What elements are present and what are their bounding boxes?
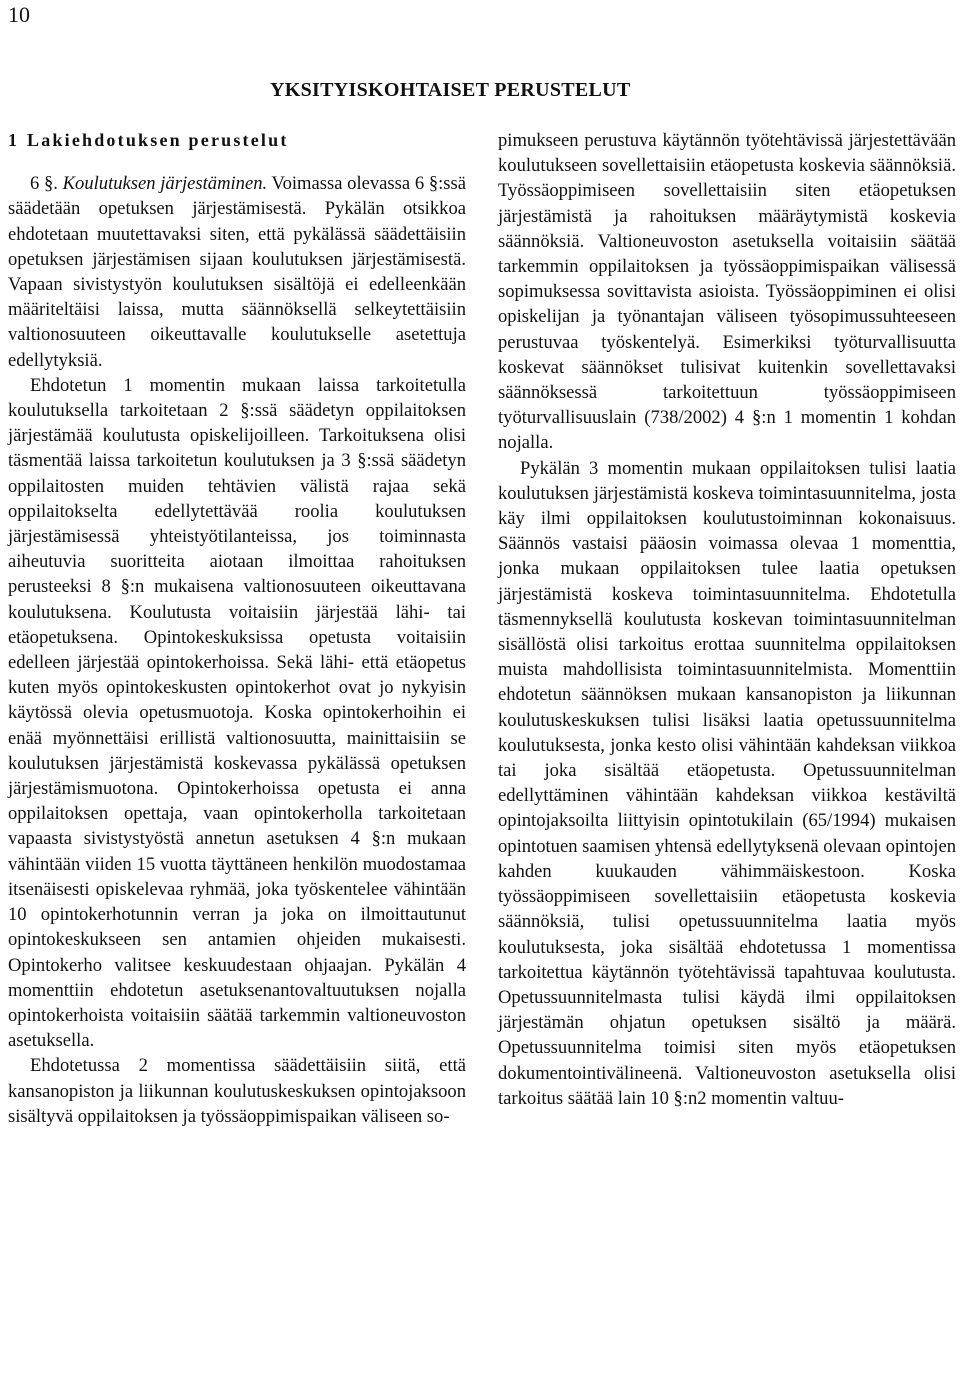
page-number: 10	[8, 2, 30, 27]
section-title-italic: Koulutuksen järjestäminen.	[62, 173, 268, 195]
section-title: YKSITYISKOHTAISET PERUSTELUT	[270, 79, 631, 101]
paragraph	[8, 171, 466, 373]
right-column	[498, 128, 956, 1111]
chapter-number: 1	[8, 130, 17, 150]
paragraph: Ehdotetun 1 momentin mukaan laissa tarkoitetulla koulutuksella tarkoitetaan 2 §:ssä säädetyn oppilaitoksen järjestämää koulutusta opiskelijoilleen. Tarkoituksena olisi täsmentää laissa tarkoitetun koulutuksen ja 3 §:ssä säädetyn oppilaitosten muiden tehtävien välistä rajaa sekä oppilaitokselta edellytettävää roolia koulutuksen järjestämisessä yhteistyötilanteissa, jos toiminnasta aiheutuvia suoritteita aiotaan ilmoittaa rahoituksen perusteeksi 8 §:n mukaisena valtionosuuteen oikeuttavana koulutuksena. Koulutusta voitaisiin järjestää lähi- tai etäopetuksena. Opintokeskuksissa opetusta voitaisiin edelleen järjestää opintokerhoissa. Sekä lähi- että etäopetus kuten myös opintokeskusten opintokerhot ovat jo nykyisin käytössä olevia opetusmuotoja. Koska opintokerhoihin ei enää myönnettäisi erillistä valtionosuutta, mainittaisiin se koulutuksen järjestämistä koskevassa pykälässä opetuksen järjestämismuotona. Opintokerhoissa opetusta ei anna oppilaitoksen opettaja, vaan opintokerholla tarkoitetaan vapaasta sivistystyöstä annetun asetuksen 4 §:n mukaan vähintään viiden 15 vuotta täyttäneen henkilön muodostamaa itsenäisesti opiskelevaa ryhmää, joka työskentelee vähintään 10 opintokerhotunnin verran ja joka on ilmoittautunut opintokeskukseen sen antamien ohjeiden mukaisesti. Opintokerho valitsee keskuudestaan ohjaajan. Pykälän 4 momenttiin ehdotetun asetuksenantovaltuutuksen nojalla opintokerhoista voitaisiin säätää tarkemmin valtioneuvoston asetuksella.	[8, 374, 466, 1052]
paragraph: pimukseen perustuva käytännön työtehtävissä järjestettävään koulutukseen sovellettaisiin etäopetusta koskevia säännöksiä. Työssäoppimiseen sovellettaisiin siten etäopetuksen järjestämistä ja rahoituksen määräytymistä koskevia säännöksiä. Valtioneuvoston asetuksella voitaisiin säätää tarkemmin oppilaitoksen ja työssäoppimispaikan välisessä sopimuksessa sovittavista asioista. Työssäoppiminen ei olisi opiskelijan ja työnantajan väliseen työsopimussuhteeseen perustuvaa työskentelyä. Esimerkiksi työturvallisuutta koskevat säännökset tulisivat kuitenkin sovellettavaksi säännöksessä tarkoitettuun työssäoppimiseen työturvallisuuslain (738/2002) 4 §:n 1 momentin 1 kohdan nojalla.	[498, 130, 956, 454]
paragraph: Ehdotetussa 2 momentissa säädettäisiin siitä, että kansanopiston ja liikunnan koulutuskeskuksen opintojaksoon sisältyvä oppilaitoksen ja työssäoppimispaikan väliseen so-	[8, 1055, 466, 1127]
section-ref: 6 §.	[30, 173, 63, 195]
chapter-title: Lakiehdotuksen perustelut	[27, 130, 289, 150]
paragraph-text: Voimassa olevassa 6 §:ssä säädetään opetuksen järjestämisestä. Pykälän otsikkoa ehdotetaan muutettavaksi siten, että pykälässä säädettäisiin opetuksen järjestämisen sijaan koulutuksen järjestämisestä. Vapaan sivistystyön koulutuksen sisältöjä ei edelleenkään määriteltäisi laissa, mutta säännöksellä selkeytettäisiin valtionosuuteen oikeuttavalle koulutukselle asetettuja edellytyksiä.	[8, 173, 467, 371]
left-column	[8, 128, 466, 1129]
paragraph: Pykälän 3 momentin mukaan oppilaitoksen tulisi laatia koulutuksen järjestämistä koskeva toimintasuunnitelma, josta käy ilmi oppilaitoksen koulutustoiminnan kokonaisuus. Säännös vastaisi pääosin voimassa olevaa 1 momenttia, jonka mukaan oppilaitoksen tulee laatia opetuksen järjestämistä koskeva toimintasuunnitelma. Ehdotetulla täsmennyksellä koulutusta koskevan toimintasuunnitelman sisällöstä olisi tarkoitus erottaa suunnitelma oppilaitoksen muista mahdollisista toimintasuunnitelmista. Momenttiin ehdotetun säännöksen mukaan kansanopiston ja liikunnan koulutuskeskuksen tulisi lisäksi laatia opetussuunnitelma koulutuksesta, jonka kesto olisi vähintään kahdeksan viikkoa tai joka sisältää etäopetusta. Opetussuunnitelman edellyttäminen vähintään kahdeksan viikkoa kestäviltä opintojaksoilta liittyisin opintotukilain (65/1994) mukaisen opintotuen saamisen yhtensä edellytyksenä olevaan opintojen kahden kuukauden vähimmäiskestoon. Koska työssäoppimiseen sovellettaisiin etäopetusta koskevia säännöksiä, tulisi opetussuunnitelma laatia myös koulutuksesta, joka sisältää ehdotetussa 1 momentissa tarkoitettua käytännön työtehtävissä tapahtuvaa koulutusta. Opetussuunnitelmasta tulisi käydä ilmi oppilaitoksen järjestämän ohjatun opetuksen sisältö ja määrä. Opetussuunnitelma toimisi siten myös etäopetuksen dokumentointivälineenä. Valtioneuvoston asetuksella olisi tarkoitus säätää lain 10 §:n2 momentin valtuu-	[498, 457, 957, 1109]
chapter-heading	[8, 128, 466, 153]
